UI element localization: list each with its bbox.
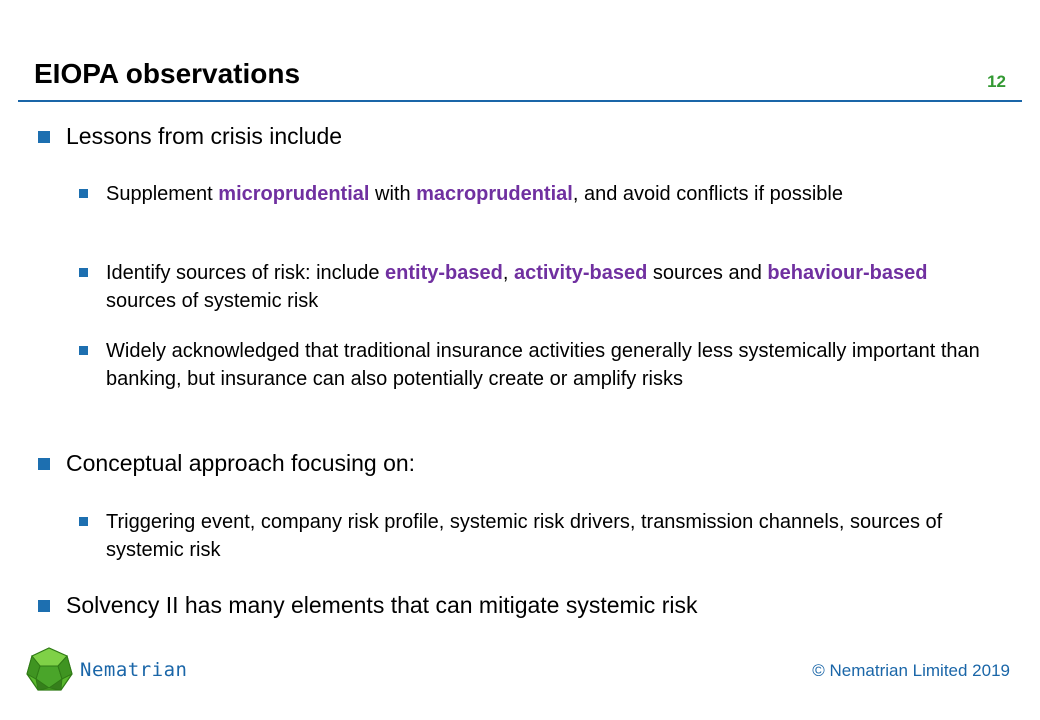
bullet-conceptual: Conceptual approach focusing on: xyxy=(66,450,416,476)
sub-bullet-marker xyxy=(79,346,88,355)
highlight-macroprudential: macroprudential xyxy=(416,183,573,205)
footer-copyright: © Nematrian Limited 2019 xyxy=(812,661,1010,680)
text-span: Identify sources of risk: include xyxy=(106,262,386,284)
highlight-microprudential: microprudential xyxy=(218,183,370,205)
title-divider xyxy=(18,100,1022,102)
text-span: sources and xyxy=(647,262,768,284)
sub-bullet-acknowledged: Widely acknowledged that traditional insurance activities generally less systemically important than banking, but insurance can also potentially create or amplify risks xyxy=(106,340,980,390)
sub-bullet-sources xyxy=(106,259,986,315)
sub-bullet-supplement xyxy=(106,180,986,208)
green-polyhedron-icon xyxy=(24,646,74,699)
sub-bullet-triggering: Triggering event, company risk profile, systemic risk drivers, transmission channels, sources of systemic risk xyxy=(106,511,943,561)
bullet-lessons: Lessons from crisis include xyxy=(66,123,343,149)
text-span: sources of systemic risk xyxy=(106,290,319,312)
text-span: with xyxy=(369,183,417,205)
sub-bullet-marker xyxy=(79,189,88,198)
bullet-marker xyxy=(38,600,50,612)
sub-bullet-marker xyxy=(79,268,88,277)
text-span: , and avoid conflicts if possible xyxy=(572,183,843,205)
slide-title: EIOPA observations xyxy=(34,58,301,89)
footer-brand: Nematrian xyxy=(80,659,188,681)
bullet-marker xyxy=(38,458,50,470)
highlight-activity-based: activity-based xyxy=(513,262,648,284)
text-span: , xyxy=(502,262,514,284)
bullet-marker xyxy=(38,131,50,143)
highlight-entity-based: entity-based xyxy=(385,262,503,284)
highlight-behaviour-based: behaviour-based xyxy=(767,262,928,284)
bullet-solvency: Solvency II has many elements that can mitigate systemic risk xyxy=(66,592,698,618)
text-span: Supplement xyxy=(106,183,219,205)
sub-bullet-marker xyxy=(79,517,88,526)
page-number: 12 xyxy=(987,72,1006,91)
